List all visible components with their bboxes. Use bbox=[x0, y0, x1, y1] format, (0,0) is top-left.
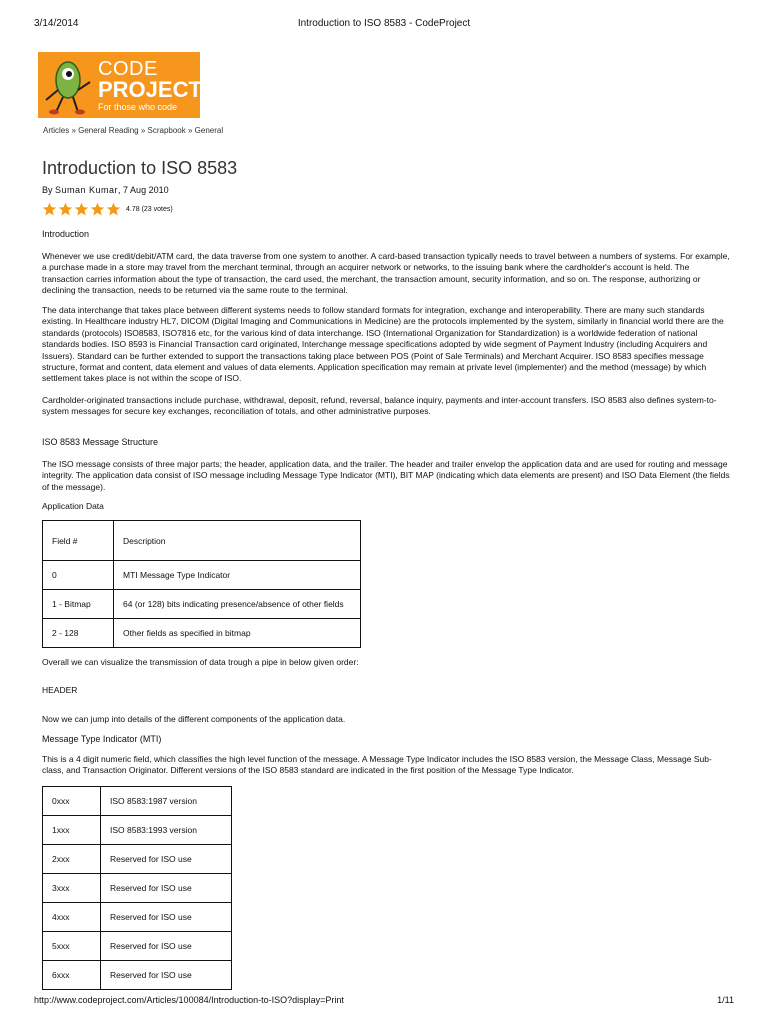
table-cell: Reserved for ISO use bbox=[101, 932, 232, 961]
table-cell: Reserved for ISO use bbox=[101, 961, 232, 990]
table-cell: Other fields as specified in bitmap bbox=[114, 619, 361, 648]
page-url[interactable]: http://www.codeproject.com/Articles/100084/Introduction-to-ISO?display=Print bbox=[34, 995, 344, 1005]
rating-stars[interactable] bbox=[42, 200, 173, 218]
paragraph-2: The data interchange that takes place between different systems needs to follow standard formats for integration, exchange and interoperability. There are many such standards existing. In Healthcare industry HL7, DICOM (Digital Imaging and Communications in Medicine) are the protocols implemented by the system, similarly in financial world there are the standards (protocols) ISO8583, ISO7816 etc, for the various kind of data interchange. ISO (International Organization for Standardization) is a worldwide federation of national standards bodies. ISO 8593 is Financial Transaction card originated, Interchange message specifications adopted by wide segment of Payment Industry (including Acquirers and Issuers). Standard can be further extended to support the transactions taking place between POS (Point of Sale Terminals) and Merchant Acquirer. ISO 8583 specifies message structure, format and content, data element and values of data elements. Application specification may remain at private level (implementer) and the method (message) by which settlement takes place is not within the scope of ISO. bbox=[42, 305, 724, 384]
table-row bbox=[43, 874, 232, 903]
rating-text: 4.78 (23 votes) bbox=[126, 205, 173, 213]
paragraph-1: Whenever we use credit/debit/ATM card, the data traverse from one system to another. A card-based transaction typically needs to travel between a numbers of systems. For example, a purchase made in a store may travel from the merchant terminal, through an acquirer network or networks, to the issuing bank where the cardholder's account is held. The transaction carries information about the type of transaction, the card used, the merchant, the transaction amount, security information, and so on. The response, authorizing or declining the transaction, needs to be returned via the same route to the terminal. bbox=[42, 251, 730, 296]
paragraph-4: The ISO message consists of three major parts; the header, application data, and the trailer. The header and trailer envelop the application data and are used for routing and message integrity. The application data consist of ISO message including Message Type Indicator (MTI), BIT MAP (indicating which data elements are present) and ISO Data Element (the fields of the message). bbox=[42, 459, 730, 492]
logo-tagline: For those who code bbox=[98, 102, 178, 112]
table-row bbox=[43, 590, 361, 619]
introduction-heading: Introduction bbox=[42, 229, 90, 239]
article-title: Introduction to ISO 8583 bbox=[42, 158, 238, 178]
table-cell: 1xxx bbox=[43, 816, 101, 845]
table-cell: 64 (or 128) bits indicating presence/absence of other fields bbox=[114, 590, 361, 619]
author-link[interactable]: Suman Kumar bbox=[55, 185, 119, 195]
breadcrumb[interactable]: Articles » General Reading » Scrapbook » General bbox=[43, 126, 224, 135]
message-structure-heading: ISO 8583 Message Structure bbox=[42, 437, 159, 447]
print-title: Introduction to ISO 8583 - CodeProject bbox=[297, 18, 471, 29]
application-data-heading: Application Data bbox=[42, 501, 104, 511]
print-date: 3/14/2014 bbox=[34, 18, 79, 29]
application-data-table bbox=[42, 520, 361, 648]
table-cell: 0xxx bbox=[43, 787, 101, 816]
table-header-cell: Description bbox=[114, 521, 361, 561]
paragraph-7: This is a 4 digit numeric field, which classifies the high level function of the message. A Message Type Indicator includes the ISO 8583 version, the Message Class, Message Sub-class, and Transaction Originator. Different versions of the ISO 8583 standard are indicated in the first position of the Message Type Indicator. bbox=[42, 754, 712, 776]
table-cell: 2xxx bbox=[43, 845, 101, 874]
star-icon bbox=[58, 202, 73, 217]
table-cell: 1 - Bitmap bbox=[43, 590, 114, 619]
table-header-cell: Field # bbox=[43, 521, 114, 561]
logo-project-text: PROJECT® bbox=[98, 77, 208, 102]
table-row bbox=[43, 903, 232, 932]
table-cell: 5xxx bbox=[43, 932, 101, 961]
star-icon bbox=[90, 202, 105, 217]
byline: By Suman Kumar, 7 Aug 2010 bbox=[42, 185, 169, 195]
paragraph-3: Cardholder-originated transactions include purchase, withdrawal, deposit, refund, reversal, balance inquiry, payments and inter-account transfers. ISO 8583 also defines system-to-system messages for secure key exchanges, reconciliation of totals, and other administrative purposes. bbox=[42, 395, 717, 417]
table-row bbox=[43, 932, 232, 961]
mascot-icon bbox=[38, 52, 98, 118]
star-icon bbox=[106, 202, 121, 217]
table-cell: 0 bbox=[43, 561, 114, 590]
table-row bbox=[43, 816, 232, 845]
table-row bbox=[43, 961, 232, 990]
table-cell: Reserved for ISO use bbox=[101, 903, 232, 932]
table-row bbox=[43, 619, 361, 648]
logo-code-text: CODE bbox=[98, 58, 158, 80]
table-row bbox=[43, 561, 361, 590]
table-cell: Reserved for ISO use bbox=[101, 874, 232, 903]
table-cell: MTI Message Type Indicator bbox=[114, 561, 361, 590]
table-cell: Reserved for ISO use bbox=[101, 845, 232, 874]
table-cell: ISO 8583:1987 version bbox=[101, 787, 232, 816]
star-icon bbox=[42, 202, 57, 217]
header-word: HEADER bbox=[42, 685, 78, 695]
paragraph-6: Now we can jump into details of the different components of the application data. bbox=[42, 714, 346, 724]
mti-heading: Message Type Indicator (MTI) bbox=[42, 734, 162, 744]
table-cell: 2 - 128 bbox=[43, 619, 114, 648]
mti-version-table bbox=[42, 786, 232, 990]
table-row bbox=[43, 787, 232, 816]
table-header-row bbox=[43, 521, 361, 561]
table-cell: ISO 8583:1993 version bbox=[101, 816, 232, 845]
table-cell: 6xxx bbox=[43, 961, 101, 990]
codeproject-logo[interactable] bbox=[38, 52, 208, 118]
table-cell: 4xxx bbox=[43, 903, 101, 932]
star-icon bbox=[74, 202, 89, 217]
page-number: 1/11 bbox=[717, 995, 734, 1005]
table-cell: 3xxx bbox=[43, 874, 101, 903]
table-row bbox=[43, 845, 232, 874]
paragraph-5: Overall we can visualize the transmission of data trough a pipe in below given order: bbox=[42, 657, 359, 667]
